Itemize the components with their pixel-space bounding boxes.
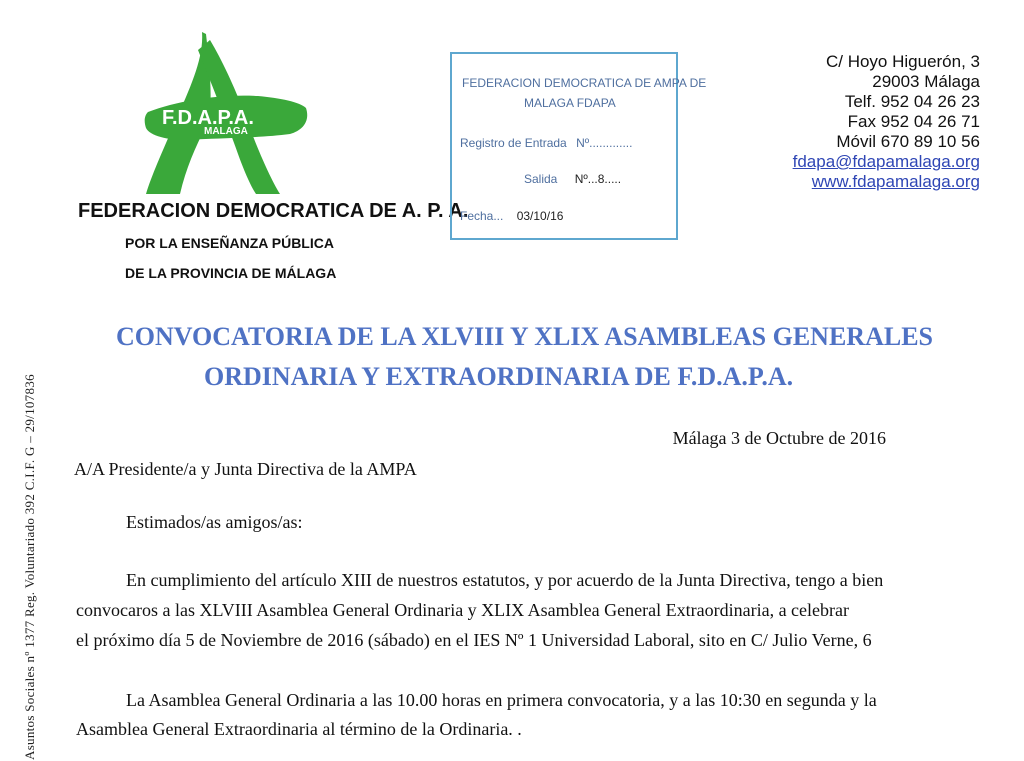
- contact-city: 29003 Málaga: [872, 72, 980, 91]
- logo-text: F.D.A.P.A.: [162, 107, 254, 129]
- stamp-registro-label: Registro de Entrada: [460, 136, 567, 150]
- stamp-fecha-label: Fecha...: [460, 209, 504, 223]
- logo-subtext: MALAGA: [204, 126, 248, 137]
- registry-stamp: [450, 52, 707, 240]
- paragraph1-line2: convocaros a las XLVIII Asamblea General Ordinaria y XLIX Asamblea General Extraordinaria, a celebrar: [76, 600, 849, 620]
- contact-email-link[interactable]: fdapa@fdapamalaga.org: [792, 152, 980, 171]
- side-registration-text: Asuntos Sociales nº 1377 Reg. Voluntariado 392 C.I.F. G – 29/107836: [22, 374, 37, 760]
- fdapa-logo: [140, 28, 315, 198]
- contact-telf: Telf. 952 04 26 23: [844, 92, 980, 111]
- fdapa-logo-graphic: [140, 28, 315, 198]
- paragraph2-line1: La Asamblea General Ordinaria a las 10.00 horas en primera convocatoria, y a las 10:30 en segunda y la: [126, 690, 877, 710]
- addressee: A/A Presidente/a y Junta Directiva de la AMPA: [74, 459, 417, 479]
- contact-block: [793, 52, 980, 192]
- contact-fax: Fax 952 04 26 71: [847, 112, 980, 131]
- paragraph1-line1: En cumplimiento del artículo XIII de nuestros estatutos, y por acuerdo de la Junta Directiva, tengo a bien: [126, 570, 884, 590]
- stamp-salida-label: Salida: [524, 172, 558, 186]
- stamp-registro: [460, 136, 632, 150]
- title-line2: ORDINARIA Y EXTRAORDINARIA DE F.D.A.P.A.: [204, 362, 794, 391]
- org-name: FEDERACION DEMOCRATICA DE A. P. A.: [78, 200, 469, 222]
- stamp-fecha-value: 03/10/16: [516, 209, 564, 223]
- contact-web-link[interactable]: www.fdapamalaga.org: [811, 172, 980, 191]
- greeting: Estimados/as amigos/as:: [126, 512, 303, 532]
- stamp-title-line2: MALAGA FDAPA: [524, 96, 616, 110]
- title-line1: CONVOCATORIA DE LA XLVIII Y XLIX ASAMBLEAS GENERALES: [116, 322, 933, 351]
- org-subtitle-line3: DE LA PROVINCIA DE MÁLAGA: [125, 265, 337, 281]
- stamp-fecha: [460, 209, 563, 223]
- stamp-salida-number: Nº...8.....: [574, 172, 622, 186]
- stamp-title-line1: FEDERACION DEMOCRATICA DE AMPA DE: [462, 76, 707, 90]
- paragraph1-line3: el próximo día 5 de Noviembre de 2016 (sábado) en el IES Nº 1 Universidad Laboral, sito en C/ Julio Verne, 6: [76, 630, 872, 650]
- org-subtitle-line2: POR LA ENSEÑANZA PÚBLICA: [125, 235, 334, 251]
- contact-address: C/ Hoyo Higuerón, 3: [825, 52, 980, 71]
- stamp-registro-number: Nº.............: [576, 136, 633, 150]
- contact-movil: Móvil 670 89 10 56: [836, 132, 980, 151]
- stamp-salida: [524, 172, 621, 186]
- date-line: Málaga 3 de Octubre de 2016: [672, 428, 886, 448]
- paragraph2-line2: Asamblea General Extraordinaria al término de la Ordinaria. .: [76, 719, 522, 739]
